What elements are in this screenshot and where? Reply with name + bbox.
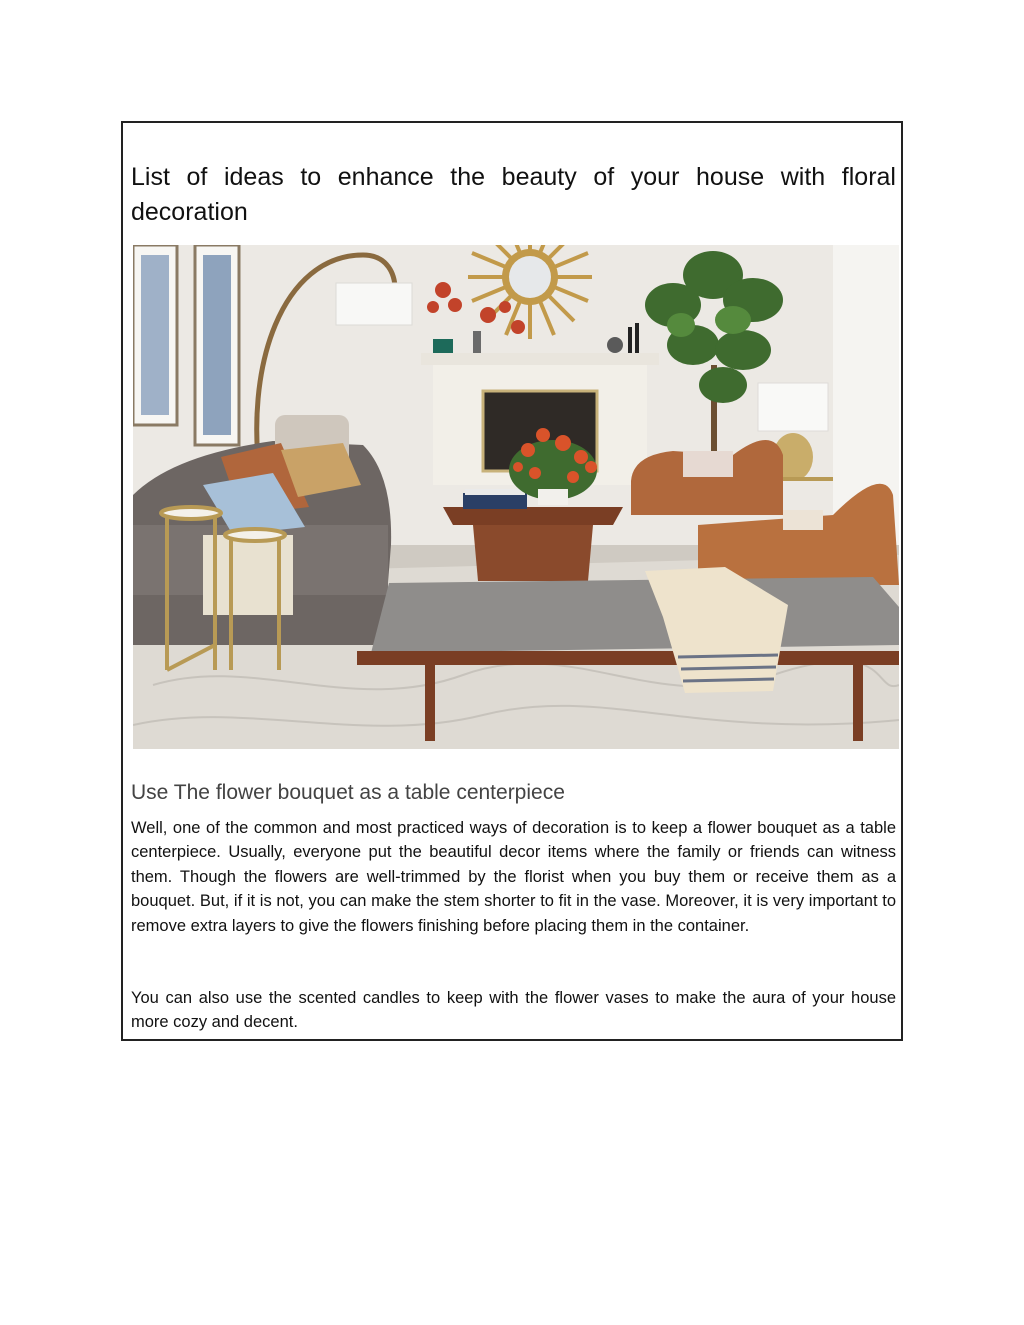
article-frame xyxy=(121,121,903,1041)
paragraph-1: Well, one of the common and most practiced ways of decoration is to keep a flower bouquet as a table centerpiece. Usually, everyone put the beautiful decor items where the family or friends can witness them. Though the flowers are well-trimmed by the florist when you buy them or receive them as a bouquet. But, if it is not, you can make the stem shorter to fit in the vase. Moreover, it is very important to remove extra layers to give the flowers finishing before placing them in the container. xyxy=(131,819,896,935)
article-title: List of ideas to enhance the beauty of your house with floral decoration xyxy=(131,163,896,226)
section-heading: Use The flower bouquet as a table centerpiece xyxy=(131,781,565,804)
living-room-photo xyxy=(133,245,899,749)
paragraph-2: You can also use the scented candles to keep with the flower vases to make the aura of your house more cozy and decent. xyxy=(131,989,896,1032)
